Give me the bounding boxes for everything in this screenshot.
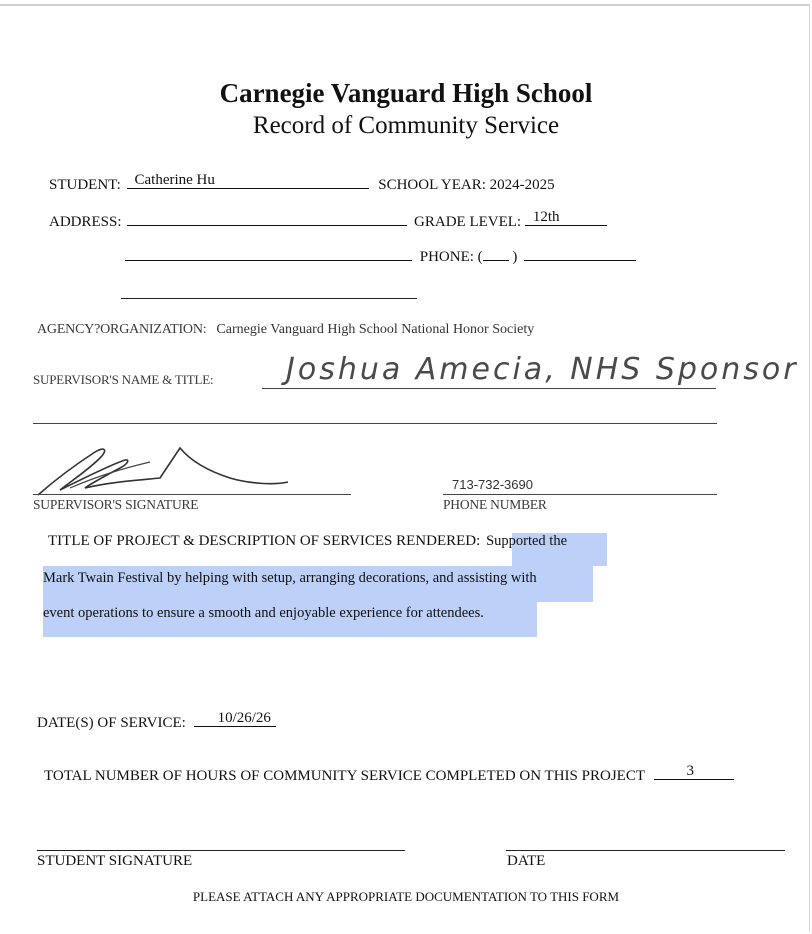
address-row: [49, 209, 607, 231]
grade-level-value: 12th: [532, 209, 560, 225]
address-label: ADDRESS:: [49, 214, 122, 230]
project-title-row: [48, 533, 567, 550]
phone-area-code-field[interactable]: [483, 246, 509, 261]
student-value: Catherine Hu: [134, 172, 215, 188]
phone-close-paren: ): [512, 249, 518, 265]
project-description-line-3[interactable]: event operations to ensure a smooth and enjoyable experience for attendees.: [43, 605, 484, 621]
phone-number-field[interactable]: [524, 246, 636, 261]
hours-row: [44, 763, 734, 785]
dates-field[interactable]: [194, 710, 276, 727]
agency-label: AGENCY?ORGANIZATION:: [37, 322, 207, 337]
supervisor-name-label: SUPERVISOR'S NAME & TITLE:: [33, 372, 214, 387]
supervisor-name-line-2: [33, 423, 717, 424]
dates-value: 10/26/26: [217, 710, 271, 726]
form-title: Record of Community Service: [252, 112, 560, 139]
supervisor-name-line: [262, 388, 716, 389]
grade-level-label: GRADE LEVEL:: [414, 214, 522, 230]
project-description-line-1[interactable]: Supported the: [486, 533, 568, 549]
supervisor-signature-label: SUPERVISOR'S SIGNATURE: [33, 497, 199, 512]
date-line[interactable]: [506, 850, 785, 851]
hours-field[interactable]: [654, 763, 734, 780]
supervisor-phone-line: [443, 494, 717, 495]
student-signature-label: STUDENT SIGNATURE: [37, 853, 193, 869]
project-description-line-2[interactable]: Mark Twain Festival by helping with setup, arranging decorations, and assisting with: [43, 570, 537, 586]
student-signature-line[interactable]: [37, 850, 405, 851]
dates-row: [37, 710, 276, 732]
address-line-1[interactable]: [127, 211, 407, 226]
project-label: TITLE OF PROJECT & DESCRIPTION OF SERVICES RENDERED:: [48, 533, 481, 549]
address-line-3[interactable]: [121, 298, 417, 299]
supervisor-phone-label: PHONE NUMBER: [443, 497, 547, 512]
grade-level-field[interactable]: [525, 209, 607, 226]
school-year-label: SCHOOL YEAR:: [378, 177, 486, 193]
school-year-value[interactable]: 2024-2025: [489, 177, 555, 193]
date-label: DATE: [507, 853, 546, 869]
phone-label: PHONE: (: [419, 249, 483, 265]
supervisor-phone-value[interactable]: 713-732-3690: [452, 477, 533, 492]
student-row: [49, 172, 555, 194]
hours-label: TOTAL NUMBER OF HOURS OF COMMUNITY SERVICE COMPLETED ON THIS PROJECT: [44, 768, 645, 784]
dates-label: DATE(S) OF SERVICE:: [37, 715, 186, 731]
student-field[interactable]: [127, 172, 369, 189]
supervisor-signature-line[interactable]: [33, 494, 351, 495]
school-name: Carnegie Vanguard High School: [219, 78, 593, 108]
supervisor-handwritten-name[interactable]: Joshua Amecia, NHS Sponsor: [286, 352, 799, 387]
agency-value[interactable]: Carnegie Vanguard High School National Honor Society: [216, 322, 535, 337]
supervisor-signature-image: [30, 440, 350, 500]
address-phone-row: [125, 246, 636, 266]
agency-row: [37, 320, 534, 338]
address-line-2[interactable]: [125, 246, 412, 261]
hours-value: 3: [686, 763, 694, 779]
footer-note: PLEASE ATTACH ANY APPROPRIATE DOCUMENTATION TO THIS FORM: [192, 889, 620, 904]
student-label: STUDENT:: [49, 177, 121, 193]
